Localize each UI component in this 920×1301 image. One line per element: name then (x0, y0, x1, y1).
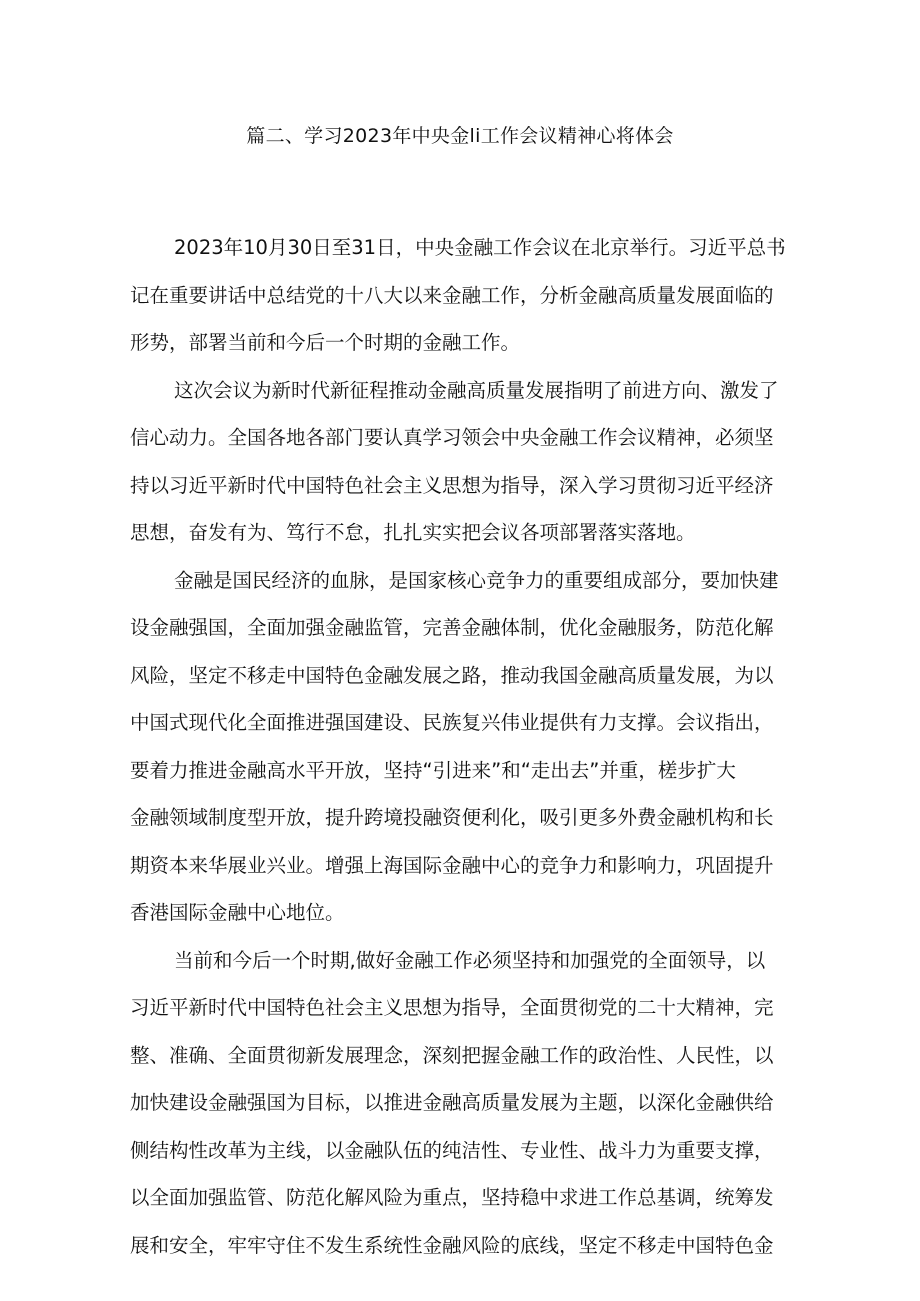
text-line: 持以习近平新时代中国特色社会主义思想为指导，深入学习贯彻习近平经济 (130, 473, 774, 497)
text-line: 展和安全，牢牢守住不发生系统性金融风险的底线，坚定不移走中国特色金 (130, 1233, 774, 1257)
text-line: 金融是国民经济的血脉，是国家核心竞争力的重要组成部分，要加快建 (174, 568, 779, 592)
text-line: 香港国际金融中心地位。 (130, 901, 345, 924)
text-line: 金融领域制度型开放，提升跨境投融资便利化，吸引更多外费金融机构和长 (130, 806, 774, 829)
text-line: 形势，部署当前和今后一个时期的金融工作。 (130, 331, 521, 354)
text-line: 这次会议为新时代新征程推动金融高质量发展指明了前进方向、激发了 (174, 378, 779, 402)
text-line: 记在重要讲话中总结党的十八大以来金融工作，分析金融高质量发展面临的 (130, 283, 774, 307)
text-line: 中国式现代化全面推进强国建设、民族复兴伟业提供有力支撑。会议指出， (130, 711, 774, 734)
text-line: 加快建设金融强国为目标，以推进金融高质量发展为主题，以深化金融供给 (130, 1091, 774, 1114)
text-line: 要着力推进金融高水平开放，坚持“引进来”和“走出去”并重，槎步扩大 (130, 758, 736, 782)
text-line: 2023年10月30日至31日，中央金融工作会议在北京举行。习近平总书 (174, 236, 786, 259)
text-line: 习近平新时代中国特色社会主义思想为指导，全面贯彻党的二十大精神，完 (130, 996, 774, 1019)
text-line: 整、准确、全面贯彻新发展理念，深刻把握金融工作的政治性、人民性，以 (130, 1043, 774, 1067)
text-line: 当前和今后一个时期,做好金融工作必须坚持和加强党的全面领导，以 (174, 948, 766, 972)
document-body (130, 224, 794, 1269)
text-line: 风险，坚定不移走中国特色金融发展之路，推动我国金融高质量发展，为以 (130, 663, 774, 687)
text-line: 信心动力。全国各地各部门要认真学习领会中央金融工作会议精神，必须坚 (130, 426, 774, 449)
text-line: 侧结构性改革为主线，以金融队伍的纯洁性、专业性、战斗力为重要支撑， (130, 1138, 774, 1162)
text-line: 期资本来华展业兴业。增强上海国际金融中心的竞争力和影响力，巩固提升 (130, 853, 774, 877)
text-line: 思想，奋发有为、笃行不怠，扎扎实实把会议各项部署落实落地。 (130, 521, 696, 544)
text-line: 设金融强国，全面加强金融监管，完善金融体制，优化金融服务，防范化解 (130, 616, 774, 639)
document-title: 篇二、学习2023年中央金li工作会议精神心将体会 (246, 125, 674, 147)
text-line: 以全面加强监管、防范化解风险为重点，坚持稳中求进工作总基调，统筹发 (130, 1186, 774, 1209)
